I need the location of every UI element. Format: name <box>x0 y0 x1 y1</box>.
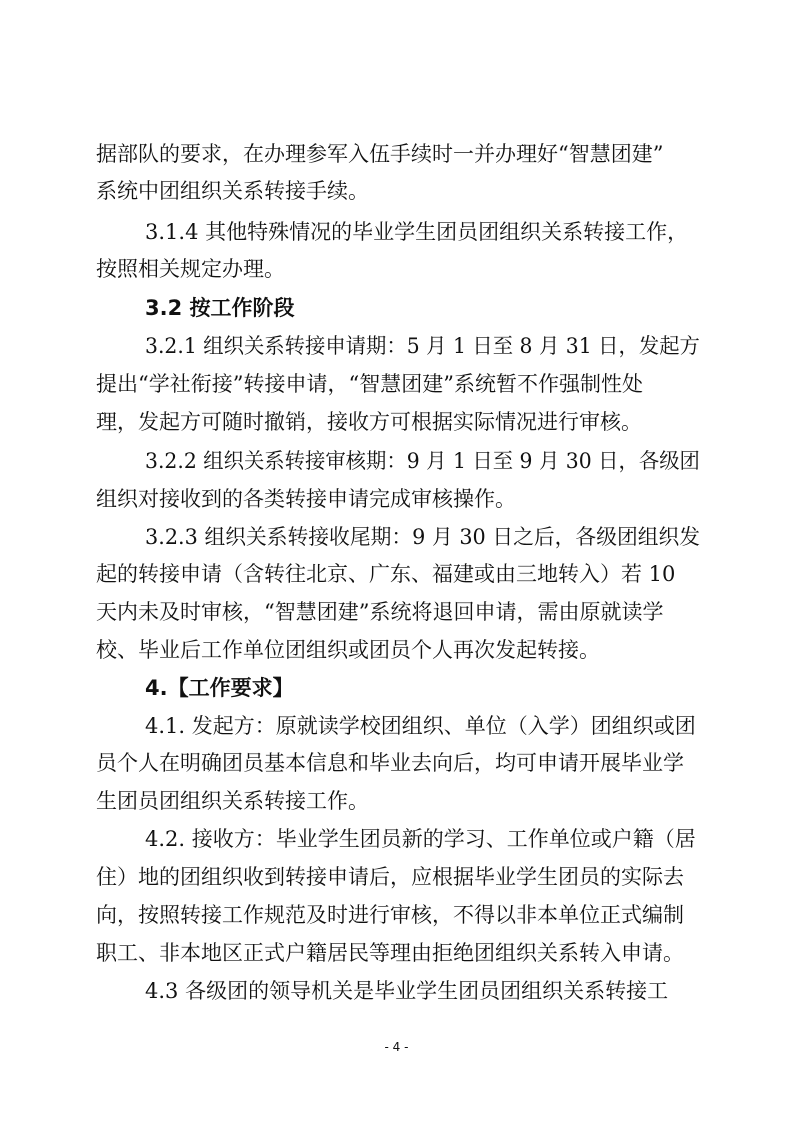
paragraph-line: 理，发起方可随时撤销，接收方可根据实际情况进行审核。 <box>96 410 642 434</box>
paragraph-line: 据部队的要求，在办理参军入伍手续时一并办理好“智慧团建” <box>96 142 664 166</box>
paragraph-line: 系统中团组织关系转接手续。 <box>96 179 369 203</box>
paragraph-line: 起的转接申请（含转往北京、广东、福建或由三地转入）若 10 <box>96 562 676 586</box>
paragraph-line: 向，按照转接工作规范及时进行审核，不得以非本单位正式编制 <box>96 903 684 927</box>
paragraph-line: 按照相关规定办理。 <box>96 257 285 281</box>
paragraph-line: 住）地的团组织收到转接申请后，应根据毕业学生团员的实际去 <box>96 865 684 889</box>
paragraph-line: 3.1.4 其他特殊情况的毕业学生团员团组织关系转接工作， <box>145 220 689 244</box>
paragraph-line: 3.2.3 组织关系转接收尾期：9 月 30 日之后，各级团组织发 <box>145 525 701 549</box>
paragraph-line: 4.1. 发起方：原就读学校团组织、单位（入学）团组织或团 <box>145 714 696 738</box>
paragraph-line: 4.2. 接收方：毕业学生团员新的学习、工作单位或户籍（居 <box>145 827 696 851</box>
section-heading: 4.【工作要求】 <box>145 676 294 700</box>
paragraph-line: 3.2.2 组织关系转接审核期：9 月 1 日至 9 月 30 日，各级团 <box>145 449 700 473</box>
paragraph-line: 3.2.1 组织关系转接申请期：5 月 1 日至 8 月 31 日，发起方 <box>145 334 700 358</box>
section-heading: 3.2 按工作阶段 <box>145 296 295 320</box>
paragraph-line: 提出“学社衔接”转接申请，“智慧团建”系统暂不作强制性处 <box>96 372 643 396</box>
paragraph-line: 4.3 各级团的领导机关是毕业学生团员团组织关系转接工 <box>145 979 669 1003</box>
paragraph-line: 校、毕业后工作单位团组织或团员个人再次发起转接。 <box>96 638 600 662</box>
paragraph-line: 职工、非本地区正式户籍居民等理由拒绝团组织关系转入申请。 <box>96 941 684 965</box>
page-number: - 4 - <box>384 1040 409 1054</box>
paragraph-line: 组织对接收到的各类转接申请完成审核操作。 <box>96 487 516 511</box>
paragraph-line: 员个人在明确团员基本信息和毕业去向后，均可申请开展毕业学 <box>96 751 684 775</box>
paragraph-line: 天内未及时审核，“智慧团建”系统将退回申请，需由原就读学 <box>96 600 664 624</box>
paragraph-line: 生团员团组织关系转接工作。 <box>96 789 369 813</box>
